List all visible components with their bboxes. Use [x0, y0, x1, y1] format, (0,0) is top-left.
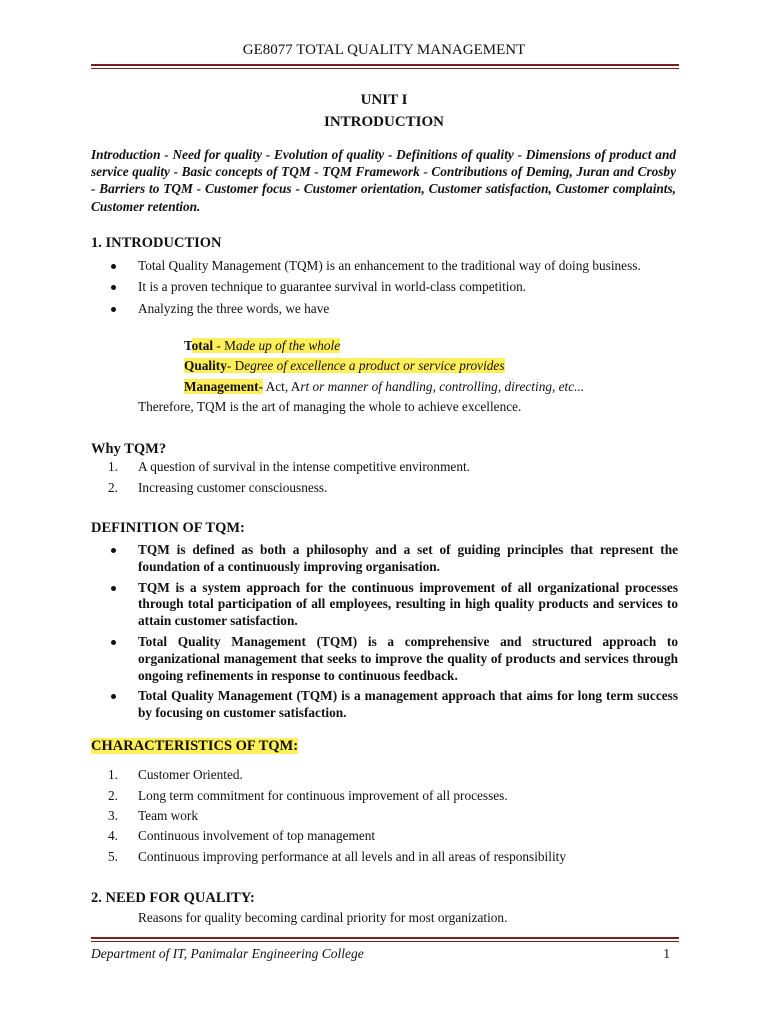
term-quality-label: Quality: [184, 358, 227, 373]
term-total-first-letter: T: [184, 338, 192, 353]
section-introduction-heading: 1. INTRODUCTION: [91, 235, 222, 251]
list-item: Total Quality Management (TQM) is an enhancement to the traditional way of doing business.: [108, 258, 678, 274]
introduction-conclusion: Therefore, TQM is the art of managing the whole to achieve excellence.: [138, 399, 522, 414]
item-number: 4.: [108, 828, 118, 843]
item-text: Customer Oriented.: [138, 767, 243, 782]
list-item: [108, 788, 508, 804]
item-number: 2.: [108, 788, 118, 803]
item-text: Team work: [138, 808, 198, 823]
item-number: 2.: [108, 480, 118, 495]
definition-heading: DEFINITION OF TQM:: [91, 520, 245, 536]
list-item: [108, 767, 243, 783]
term-total: [184, 337, 340, 355]
item-number: 3.: [108, 808, 118, 823]
characteristics-heading-text: CHARACTERISTICS OF TQM:: [91, 738, 299, 754]
item-text: A question of survival in the intense competitive environment.: [138, 459, 470, 474]
list-item: [108, 480, 327, 496]
list-item: TQM is defined as both a philosophy and a set of guiding principles that represent the foundation of a continuously improving organisation.: [108, 542, 678, 576]
introduction-bullet-list: [108, 258, 678, 317]
why-tqm-heading: Why TQM?: [91, 441, 167, 457]
syllabus-paragraph: Introduction - Need for quality - Evolution of quality - Definitions of quality - Dimensions of product and service quality - Basic concepts of TQM - TQM Framework - Contributions of Deming, Juran and Crosby - Barriers to TQM - Customer focus - Customer orientation, Customer satisfaction, Customer complaints, Customer retention.: [91, 147, 676, 214]
list-item: TQM is a system approach for the continuous improvement of all organizational processes through total participation of all employees, resulting in high quality products and services to attain customer satisfaction.: [108, 580, 678, 630]
term-management-label: Management-: [184, 379, 264, 394]
definition-bullet-list: [108, 542, 678, 722]
item-number: 5.: [108, 849, 118, 864]
list-item: [108, 828, 375, 844]
unit-title: INTRODUCTION: [323, 114, 444, 130]
item-text: Long term commitment for continuous improvement of all processes.: [138, 788, 508, 803]
footer-department: Department of IT, Panimalar Engineering College: [91, 946, 364, 961]
term-management-desc: rt or manner of handling, controlling, directing, etc...: [300, 379, 585, 394]
page-number: 1: [663, 946, 670, 961]
list-item: Total Quality Management (TQM) is a comprehensive and structured approach to organizational management that seeks to improve the quality of products and services through ongoing refinements in response to continuous feedback.: [108, 634, 678, 684]
unit-number: UNIT I: [360, 92, 408, 108]
list-item: Analyzing the three words, we have: [108, 301, 678, 317]
term-management: [184, 378, 584, 396]
running-header: GE8077 TOTAL QUALITY MANAGEMENT: [242, 42, 526, 58]
list-item: [108, 459, 470, 475]
item-number: 1.: [108, 767, 118, 782]
footer-rule-thick: [91, 937, 679, 939]
list-item: [108, 808, 198, 824]
need-for-quality-heading: 2. NEED FOR QUALITY:: [91, 890, 255, 906]
term-quality: [184, 357, 505, 375]
footer-rule-thin: [91, 941, 679, 942]
item-text: Continuous involvement of top management: [138, 828, 376, 843]
need-for-quality-text: Reasons for quality becoming cardinal priority for most organization.: [138, 910, 508, 925]
header-rule-thin: [91, 68, 679, 69]
term-quality-sep: - D: [226, 358, 245, 373]
term-management-plain: Act, A: [263, 379, 301, 394]
header-rule-thick: [91, 64, 679, 66]
term-total-sep: - M: [213, 338, 236, 353]
list-item: Total Quality Management (TQM) is a management approach that aims for long term success by focusing on customer satisfaction.: [108, 688, 678, 722]
characteristics-heading: [91, 738, 298, 755]
term-total-label: otal: [191, 338, 214, 353]
item-text: Continuous improving performance at all levels and in all areas of responsibility: [138, 849, 566, 864]
item-text: Increasing customer consciousness.: [138, 480, 328, 495]
item-number: 1.: [108, 459, 118, 474]
term-quality-desc: egree of excellence a product or service provides: [244, 358, 505, 373]
list-item: It is a proven technique to guarantee survival in world-class competition.: [108, 279, 678, 295]
term-total-desc: ade up of the whole: [235, 338, 341, 353]
list-item: [108, 849, 566, 865]
